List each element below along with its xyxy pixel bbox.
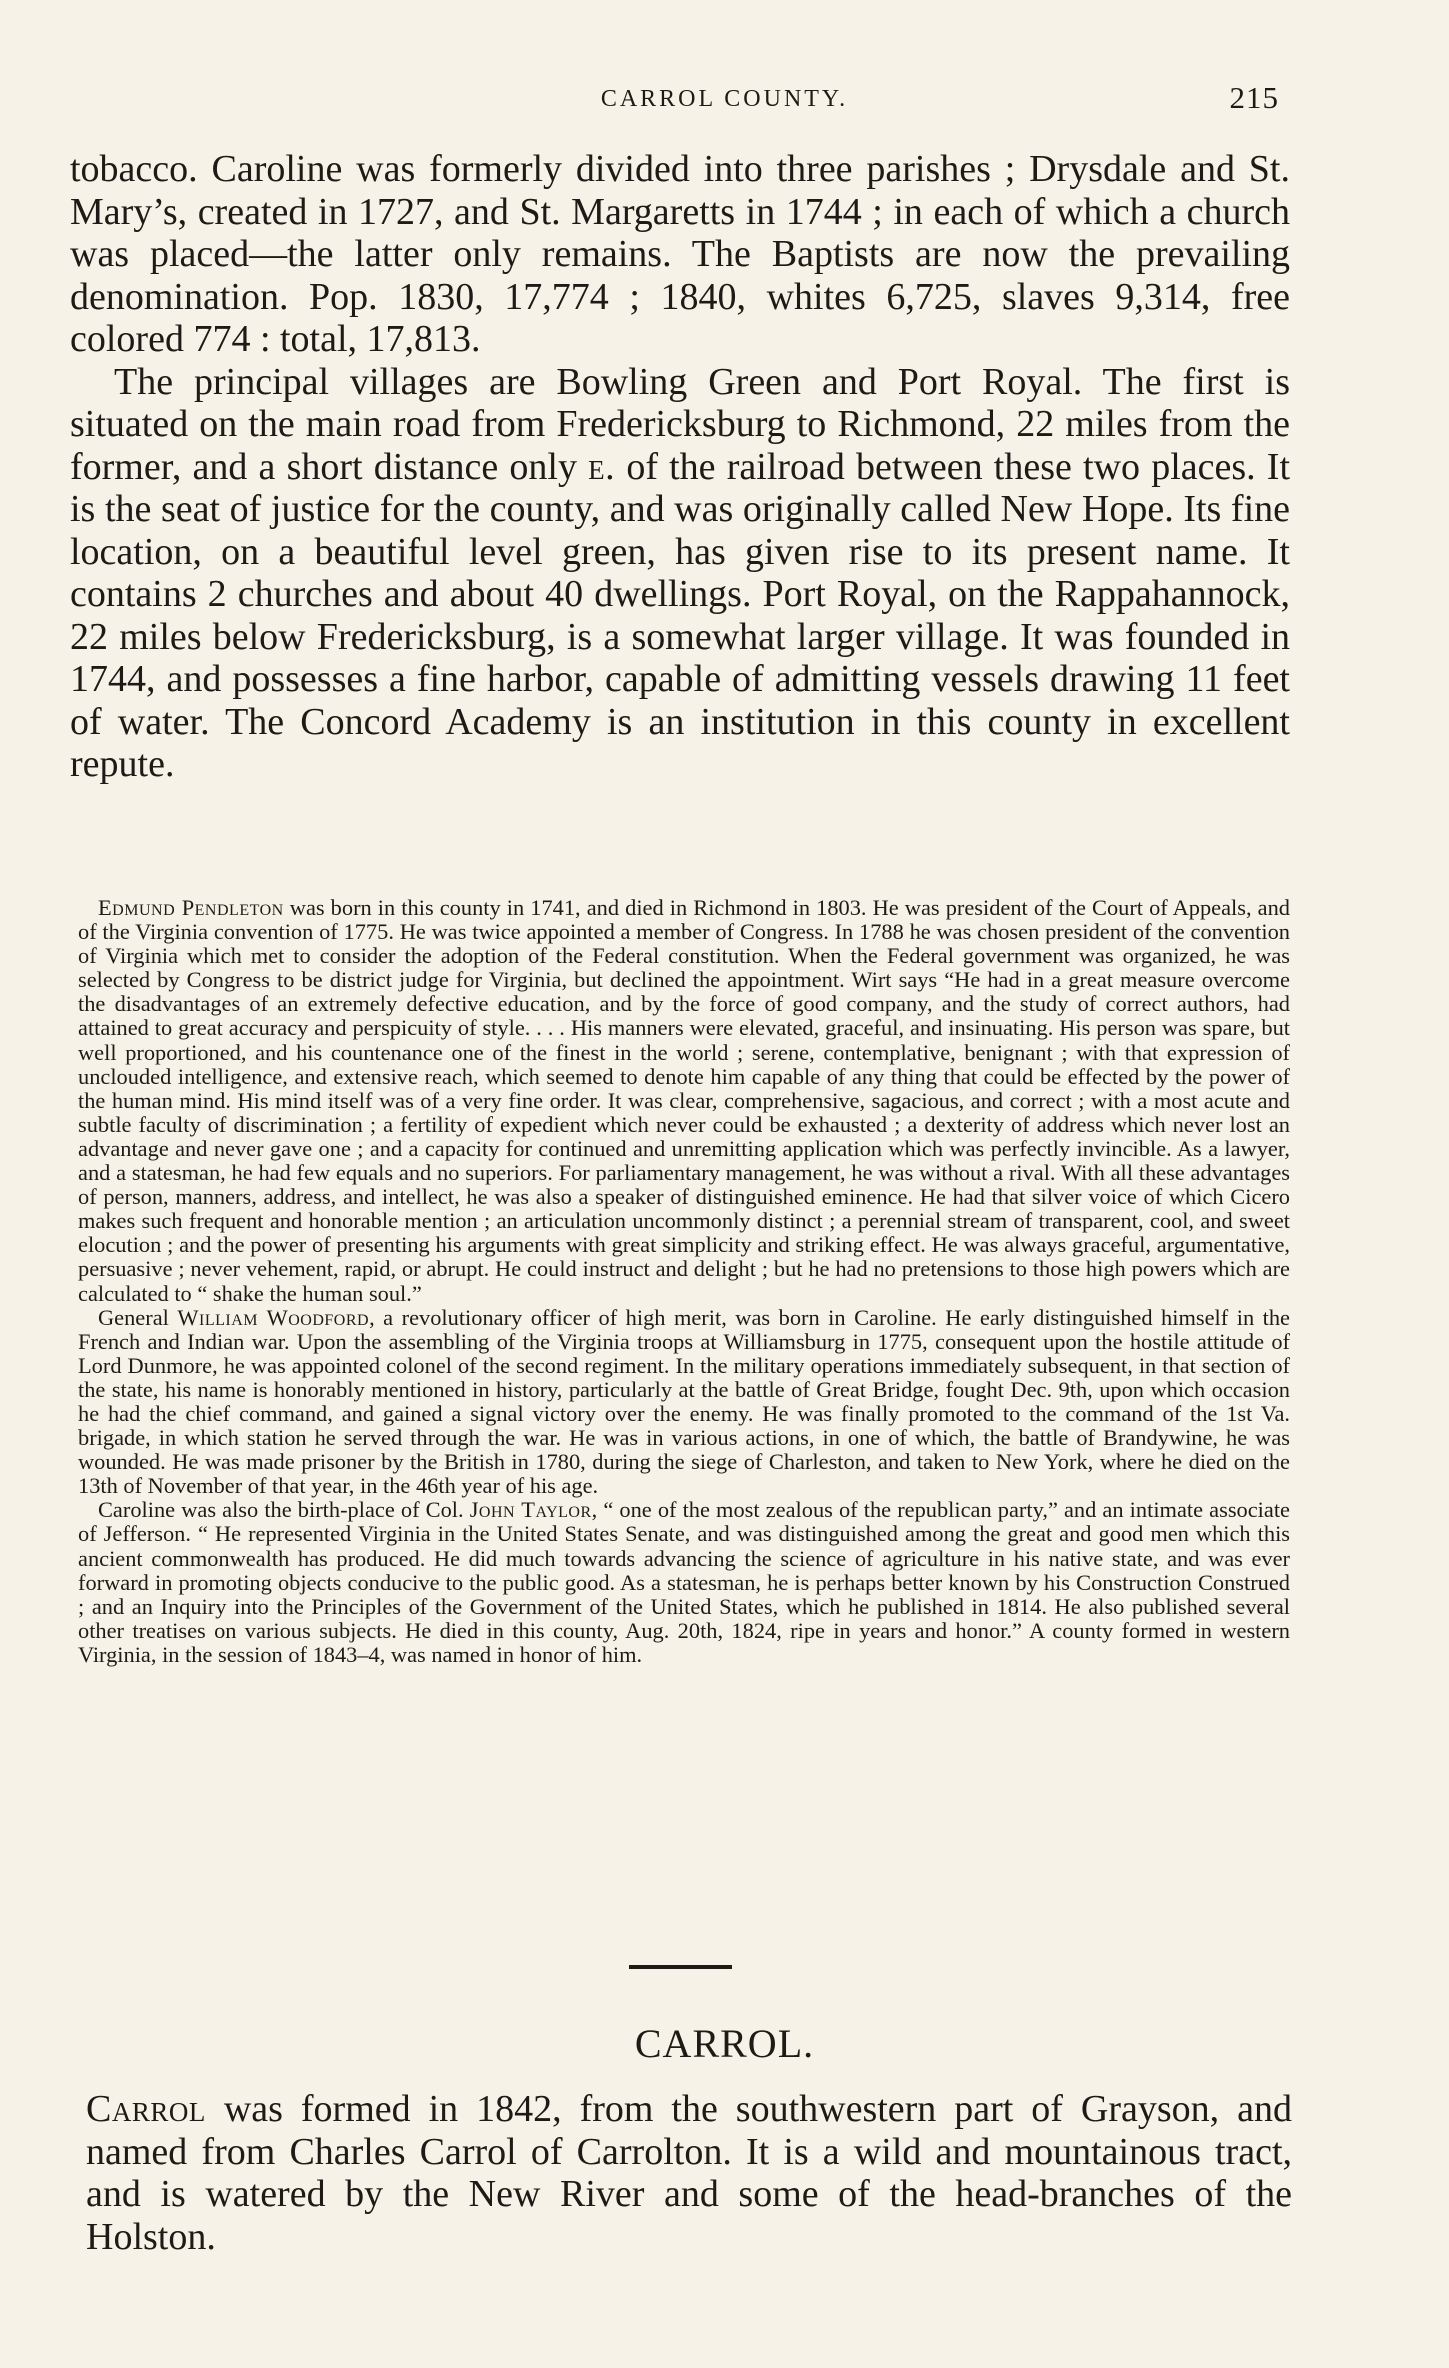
section-divider [629, 1965, 732, 1969]
section-heading: CARROL. [634, 2021, 815, 2066]
biographical-notes [78, 896, 1290, 1667]
taylor-text: , “ one of the most zealous of the republican party,” and an intimate associate of Jefferson. “ He represented Virginia in the United States Senate, and was distinguished among the great and good men which this ancient commonwealth has produced. He did much towards advancing the science of agriculture in his native state, and was ever forward in promoting objects conducive to the public good. As a statesman, he is perhaps better known by his Construction Construed ; and an Inquiry into the Principles of the Government of the United States, which he published in 1814. He also published several other treatises on various subjects. He died in this county, Aug. 20th, 1824, ripe in years and honor.” A county formed in western Virginia, in the session of 1843–4, was named in honor of him. [78, 1497, 1290, 1667]
villages-text-b: of the railroad between these two places. It is the seat of justice for the county, and was originally called New Hope. Its fine location, on a beautiful level green, has given rise to its present name. It contains 2 churches and about 40 dwellings. Port Royal, on the Rappahannock, 22 miles below Fredericksburg, is a somewhat larger village. It was founded in 1744, and possesses a fine harbor, capable of admitting vessels drawing 11 feet of water. The Concord Academy is an institution in this county in excellent repute. [70, 445, 1291, 785]
woodford-prefix: General [98, 1304, 169, 1330]
main-text [70, 148, 1290, 786]
page-number: 215 [1229, 80, 1279, 115]
name-taylor: John Taylor [469, 1497, 592, 1523]
running-title: CARROL COUNTY. [600, 86, 849, 112]
section-text [86, 2088, 1292, 2258]
paragraph-villages [70, 361, 1290, 786]
paragraph-caroline-parishes: tobacco. Caroline was formerly divided into three parishes ; Drysdale and St. Mary’s, created in 1727, and St. Margaretts in 1744 ; in each of which a church was placed—the latter only remains. The Baptists are now the prevailing denomination. Pop. 1830, 17,774 ; 1840, whites 6,725, slaves 9,314, free colored 774 : total, 17,813. [70, 148, 1290, 360]
carrol-text: was formed in 1842, from the southwestern part of Grayson, and named from Charles Carrol of Carrolton. It is a wild and mountainous tract, and is watered by the New River and some of the head-branches of the Holston. [86, 2088, 1293, 2258]
woodford-text: , a revolutionary officer of high merit, was born in Caroline. He early distinguished himself in the French and Indian war. Upon the assembling of the Virginia troops at Williamsburg in 1775, consequent upon the hostile attitude of Lord Dunmore, he was appointed colonel of the second regiment. In the military operations immediately subsequent, in that section of the state, his name is honorably mentioned in history, particularly at the battle of Great Bridge, fought Dec. 9th, upon which occasion he had the chief command, and gained a signal victory over the enemy. He was finally promoted to the command of the 1st Va. brigade, in which station he served through the war. He was in various actions, in one of which, the battle of Brandywine, he was wounded. He was made prisoner by the British in 1780, during the siege of Charleston, and taken to New York, where he died on the 13th of November of that year, in the 46th year of his age. [78, 1304, 1290, 1499]
paragraph-carrol [86, 2088, 1292, 2258]
note-pendleton [78, 896, 1290, 1306]
direction-east: e. [588, 445, 616, 488]
running-head [0, 80, 1449, 120]
name-woodford: William Woodford [177, 1304, 370, 1330]
villages-text-a: The principal villages are Bowling Green and Port Royal. The first is situated on the main road from Fredericksburg to Richmond, 22 miles from the former, and a short distance only [70, 360, 1290, 488]
taylor-prefix: Caroline was also the birth-place of Col. [98, 1497, 464, 1523]
note-taylor [78, 1498, 1290, 1667]
pendleton-text: was born in this county in 1741, and died in Richmond in 1803. He was president of the Court of Appeals, and of the Virginia convention of 1775. He was twice appointed a member of Congress. In 1788 he was chosen president of the convention of Virginia which met to consider the adoption of the Federal constitution. When the Federal government was organized, he was selected by Congress to be district judge for Virginia, but declined the appointment. Wirt says “He had in a great measure overcome the disadvantages of an extremely defective education, and by the force of good company, and the study of correct authors, had attained to great accuracy and perspicuity of style. . . . His manners were elevated, graceful, and insinuating. His person was spare, but well proportioned, and his countenance one of the finest in the world ; serene, contemplative, benignant ; with that expression of unclouded intelligence, and extensive reach, which seemed to denote him capable of any thing that could be effected by the power of the human mind. His mind itself was of a very fine order. It was clear, comprehensive, sagacious, and correct ; with a most acute and subtle faculty of discrimination ; a fertility of expedient which never could be exhausted ; a dexterity of address which never lost an advantage and never gave one ; and a capacity for continued and unremitting application which was perfectly invincible. As a lawyer, and a statesman, he had few equals and no superiors. For parliamentary management, he was without a rival. With all these advantages of person, manners, address, and intellect, he was also a speaker of distinguished eminence. He had that silver voice of which Cicero makes such frequent and honorable mention ; an articulation uncommonly distinct ; a perennial stream of transparent, cool, and sweet elocution ; and the power of presenting his arguments with great simplicity and striking effect. He was always graceful, argumentative, persuasive ; never vehement, rapid, or abrupt. He could instruct and delight ; but he had no pretensions to those high powers which are calculated to “ shake the human soul.” [78, 895, 1290, 1306]
lead-carrol: Carrol [86, 2088, 206, 2130]
note-woodford [78, 1306, 1290, 1499]
name-pendleton: Edmund Pendleton [98, 895, 284, 920]
